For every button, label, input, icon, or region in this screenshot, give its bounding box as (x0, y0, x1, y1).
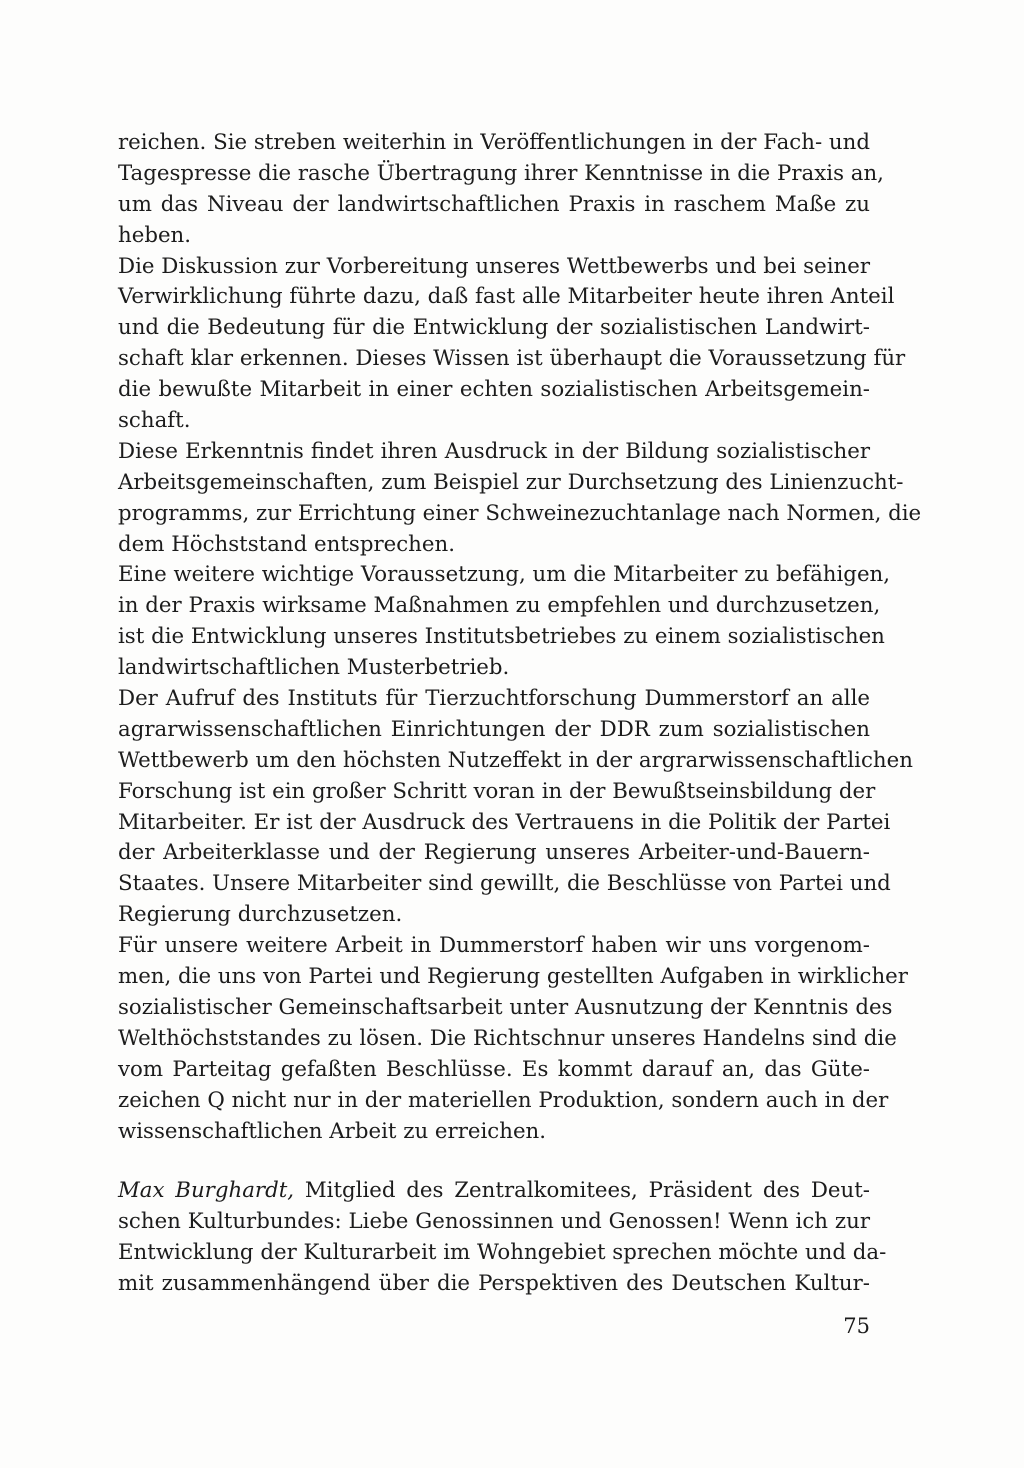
text-line: und die Bedeutung für die Entwicklung der sozialistischen Landwirt- (118, 315, 870, 341)
text-line (118, 1176, 870, 1207)
speech-first-line: Mitglied des Zentralkomitees, Präsident des Deut- (294, 1178, 870, 1203)
text-line: Regierung durchzusetzen. (118, 902, 403, 928)
text-line: landwirtschaftlichen Musterbetrieb. (118, 655, 510, 681)
text-line: um das Niveau der landwirtschaftlichen Praxis in raschem Maße zu (118, 191, 870, 217)
text-line: ist die Entwicklung unseres Institutsbetriebes zu einem sozialistischen (118, 624, 885, 650)
text-line: mit zusammenhängend über die Perspektiven des Deutschen Kultur- (118, 1270, 870, 1296)
page-number: 75 (843, 1314, 870, 1338)
text-line: Wettbewerb um den höchsten Nutzeffekt in der argrarwissenschaftlichen (118, 747, 913, 773)
text-line: der Arbeiterklasse und der Regierung unseres Arbeiter-und-Bauern- (118, 840, 870, 866)
text-line: sozialistischer Gemeinschaftsarbeit unter Ausnutzung der Kenntnis des (118, 994, 893, 1020)
text-line: Der Aufruf des Instituts für Tierzuchtforschung Dummerstorf an alle (118, 686, 870, 712)
text-line: wissenschaftlichen Arbeit zu erreichen. (118, 1118, 547, 1144)
text-line: Staates. Unsere Mitarbeiter sind gewillt, die Beschlüsse von Partei und (118, 871, 891, 897)
text-line: Arbeitsgemeinschaften, zum Beispiel zur Durchsetzung des Linienzucht- (118, 469, 904, 495)
text-line: die bewußte Mitarbeit in einer echten sozialistischen Arbeitsgemein- (118, 377, 870, 403)
text-line: vom Parteitag gefaßten Beschlüsse. Es kommt darauf an, das Güte- (118, 1056, 870, 1082)
text-line: men, die uns von Partei und Regierung gestellten Aufgaben in wirklicher (118, 964, 908, 990)
text-line: agrarwissenschaftlichen Einrichtungen der DDR zum sozialistischen (118, 716, 870, 742)
text-line: schaft. (118, 408, 191, 434)
text-line: Tagespresse die rasche Übertragung ihrer Kenntnisse in die Praxis an, (118, 160, 884, 186)
text-line: Welthöchststandes zu lösen. Die Richtschnur unseres Handelns sind die (118, 1025, 897, 1051)
speaker-name: Max Burghardt, (118, 1178, 295, 1203)
text-line: Verwirklichung führte dazu, daß fast alle Mitarbeiter heute ihren Anteil (118, 284, 895, 310)
text-line: Die Diskussion zur Vorbereitung unseres Wettbewerbs und bei seiner (118, 253, 870, 279)
text-line: Forschung ist ein großer Schritt voran in der Bewußtseinsbildung der (118, 778, 876, 804)
text-line: programms, zur Errichtung einer Schweinezuchtanlage nach Normen, die (118, 500, 922, 526)
speech-text (118, 1176, 887, 1300)
text-line: Eine weitere wichtige Voraussetzung, um die Mitarbeiter zu befähigen, (118, 562, 891, 588)
text-line: zeichen Q nicht nur in der materiellen Produktion, sondern auch in der (118, 1087, 889, 1113)
text-line: Mitarbeiter. Er ist der Ausdruck des Vertrauens in die Politik der Partei (118, 809, 891, 835)
text-line: Diese Erkenntnis findet ihren Ausdruck in der Bildung sozialistischer (118, 438, 870, 464)
text-line: schaft klar erkennen. Dieses Wissen ist überhaupt die Voraussetzung für (118, 346, 906, 372)
text-line: in der Praxis wirksame Maßnahmen zu empfehlen und durchzusetzen, (118, 593, 881, 619)
text-line: Entwicklung der Kulturarbeit im Wohngebiet sprechen möchte und da- (118, 1239, 887, 1265)
body-text (118, 128, 922, 1147)
text-line: reichen. Sie streben weiterhin in Veröffentlichungen in der Fach- und (118, 130, 870, 155)
text-line: dem Höchststand entsprechen. (118, 531, 455, 557)
text-line: Für unsere weitere Arbeit in Dummerstorf haben wir uns vorgenom- (118, 933, 870, 959)
text-line: schen Kulturbundes: Liebe Genossinnen und Genossen! Wenn ich zur (118, 1208, 870, 1234)
text-line: heben. (118, 222, 192, 248)
